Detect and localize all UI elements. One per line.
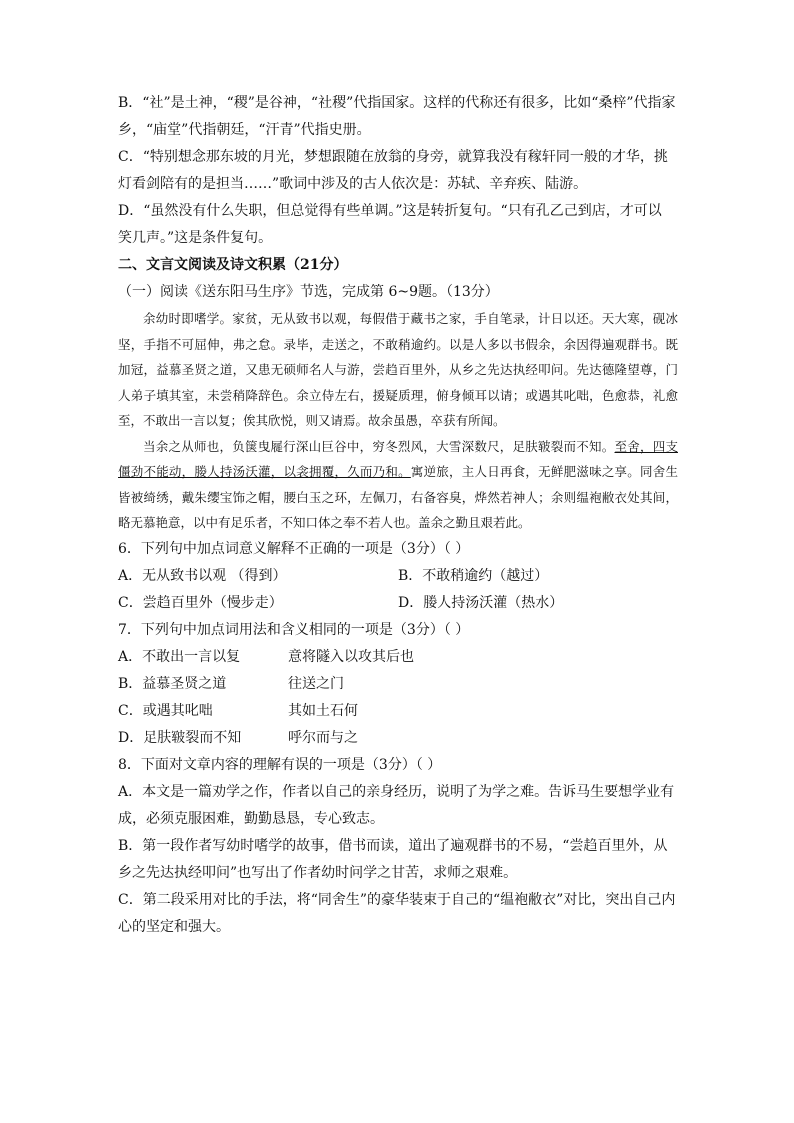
option-text-line: 乡之先达执经叩问”也写出了作者幼时问学之甘苦，求师之艰难。	[118, 864, 518, 881]
option-text-line: B．“社”是土神，“稷”是谷神，“社稷”代指国家。这样的代称还有很多，比如“桑梓”代指家	[118, 95, 676, 111]
passage-paragraph-2	[118, 434, 678, 536]
option-a: A．无从致书以观 （得到）	[118, 567, 287, 584]
question-stem: 7．下列句中加点词用法和含义相同的一项是（3分）（ ）	[118, 621, 470, 638]
option-left: C．或遇其叱咄	[118, 702, 213, 719]
option-right: 其如土石何	[288, 702, 358, 719]
option-text-line: 乡，“庙堂”代指朝廷，“汗青”代指史册。	[118, 122, 371, 138]
option-left: A．不敢出一言以复	[118, 648, 241, 665]
passage-paragraph-1: 余幼时即嗜学。家贫，无从致书以观，每假借于藏书之家，手自笔录，计日以还。天大寒，砚冰坚，手指不可屈伸，弗之怠。录毕，走送之，不敢稍逾约。以是人多以书假余，余因得遍观群书。既加冠，益慕圣贤之道，又患无硕师名人与游，尝趋百里外，从乡之先达执经叩问。先达德隆望尊，门人弟子填其室，未尝稍降辞色。余立侍左右，援疑质理，俯身倾耳以请；或遇其叱咄，色愈恭，礼愈至，不敢出一言以复；俟其欣悦，则又请焉。故余虽愚，卒获有所闻。	[118, 311, 678, 428]
subsection-title: （一）阅读《送东阳马生序》节选，完成第 6~9题。（13分）	[118, 284, 499, 300]
option-text-line: B．第一段作者写幼时嗜学的故事，借书而读，道出了遍观群书的不易，“尝趋百里外，从	[118, 837, 668, 854]
option-pair	[118, 644, 678, 671]
passage-text: 当余之从师也，负箧曳屣行深山巨谷中，穷冬烈风，大雪深数尺，足肤皲裂而不知。	[143, 438, 615, 454]
previous-question-options	[118, 90, 678, 252]
option-text-line: D．“虽然没有什么失职，但总觉得有些单调。”这是转折复句。“只有孔乙己到店，才可以	[118, 203, 662, 219]
option-text-line: 笑几声。”这是条件复句。	[118, 230, 273, 246]
option-text-line: 心的坚定和强大。	[118, 918, 230, 935]
option-text-line: 成，必须克服困难，勤勤恳恳，专心致志。	[118, 810, 384, 827]
question-6	[118, 536, 678, 617]
option-left: D．足肤皲裂而不知	[118, 729, 242, 746]
option-pair	[118, 725, 678, 752]
exam-page	[118, 90, 678, 941]
option-pair	[118, 671, 678, 698]
question-8	[118, 752, 678, 941]
question-stem: 8．下面对文章内容的理解有误的一项是（3分）（ ）	[118, 756, 442, 773]
option-c: C．尝趋百里外（慢步走）	[118, 594, 283, 611]
question-7	[118, 617, 678, 752]
option-text-line: C．第二段采用对比的手法，将“同舍生”的豪华装束于自己的“缊袍敝衣”对比，突出自己内	[118, 891, 676, 908]
question-stem: 6．下列句中加点词意义解释不正确的一项是（3分）（ ）	[118, 540, 470, 557]
classical-passage	[118, 306, 678, 536]
option-right: 意将隧入以攻其后也	[288, 648, 414, 665]
option-row	[118, 563, 678, 590]
option-text-line: 灯看剑陪有的是担当……”歌词中涉及的古人依次是：苏轼、辛弃疾、陆游。	[118, 176, 588, 192]
option-right: 往送之门	[288, 675, 344, 692]
option-b: B．不敢稍逾约（越过）	[398, 567, 549, 584]
option-row	[118, 590, 678, 617]
option-text-line: A．本文是一篇劝学之作，作者以自己的亲身经历，说明了为学之难。告诉马生要想学业有	[118, 783, 675, 800]
option-d: D．媵人持汤沃灌（热水）	[398, 594, 564, 611]
underlined-sentence: 至舍，四支僵劲不能动，媵人持汤沃灌，以衾拥覆，久而乃和。	[118, 438, 678, 479]
passage-text: 寓逆旅，主人日再食，无鲜肥滋味之享。同舍生皆被绮绣，戴朱缨宝饰之帽，腰白玉之环，左佩刀，右备容臭，烨然若神人；余则缊袍敝衣处其间，略无慕艳意，以中有足乐者，不知口体之奉不若人也。盖余之勤且艰若此。	[118, 464, 678, 530]
section-title: 二、文言文阅读及诗文积累（21分）	[118, 257, 348, 273]
option-right: 呼尔而与之	[288, 729, 358, 746]
option-text-line: C．“特别想念那东坡的月光，梦想跟随在放翁的身旁，就算我没有稼轩同一般的才华，挑	[118, 149, 668, 165]
option-pair	[118, 698, 678, 725]
option-left: B．益慕圣贤之道	[118, 675, 227, 692]
